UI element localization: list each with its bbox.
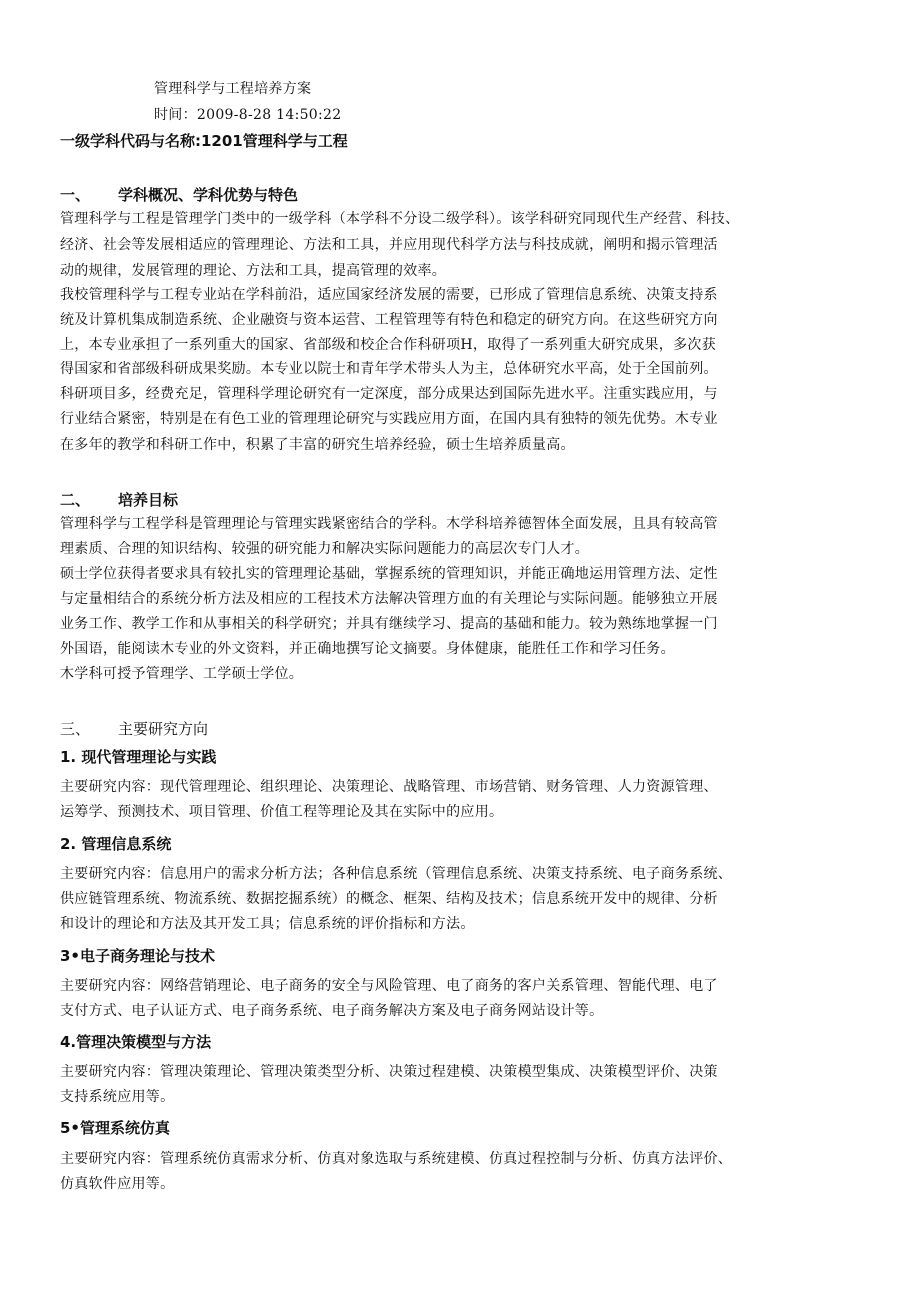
section-1-line: 管理科学与工程是管理学门类中的一级学科（本学科不分设二级学科）。该学科研究同现代生产经营、科技、 [60, 211, 740, 227]
section-1-line: 动的规律，发展管理的理论、方法和工具，提高管理的效率。 [60, 263, 447, 279]
direction-3-line: 主要研究内容：网络营销理论、电子商务的安全与风险管理、电了商务的客户关系管理、智能代理、电了 [60, 978, 718, 994]
direction-3-heading: 3•电子商务理论与技术 [60, 947, 216, 965]
section-3-title: 主要研究方向 [118, 720, 209, 738]
direction-2-line: 主要研究内容：信息用户的需求分析方法；各种信息系统（管理信息系统、决策支持系统、电子商务系统、 [60, 866, 733, 882]
direction-5-line: 仿真软件应用等。 [60, 1176, 175, 1192]
section-1-line: 得国家和省部级科研成果奖励。本专业以院士和青年学术带头人为主，总体研究水平高，处于全国前列。 [60, 361, 718, 377]
section-1-line: 行业结合紧密，特别是在有色工业的管理理论研究与实践应用方面，在国内具有独特的领先优势。木专业 [60, 411, 718, 427]
direction-1-line: 运筹学、预测技术、项目管理、价值工程等理论及其在实际中的应用。 [60, 804, 504, 820]
direction-2-heading: 2. 管理信息系统 [60, 835, 172, 853]
direction-5-line: 主要研究内容：管理系统仿真需求分析、仿真对象选取与系统建模、仿真过程控制与分析、仿真方法评价、 [60, 1151, 733, 1167]
section-2-line: 管理科学与工程学科是管理理论与管理实践紧密结合的学科。木学科培养德智体全面发展，且具有较高管 [60, 516, 718, 532]
section-1-line: 科研项目多，经费充足，管理科学理论研究有一定深度，部分成果达到国际先进水平。注重实践应用，与 [60, 386, 718, 402]
section-2-line: 业务工作、教学工作和从事相关的科学研究；并具有继续学习、提高的基础和能力。较为熟练地掌握一门 [60, 616, 718, 632]
direction-2-line: 供应链管理系统、物流系统、数据挖掘系统）的概念、框架、结构及技术；信息系统开发中的规律、分析 [60, 891, 718, 907]
direction-4-heading: 4.管理决策模型与方法 [60, 1033, 212, 1051]
section-1-line: 统及计算机集成制造系统、企业融资与资本运营、工程管理等有特色和稳定的研究方向。在这些研究方向 [60, 312, 718, 328]
direction-3-line: 支付方式、电子认证方式、电子商务系统、电子商务解决方案及电子商务网站设计等。 [60, 1003, 604, 1019]
section-2-line: 外国语，能阅读木专业的外文资料，并正确地撰写论文摘要。身体健康，能胜任工作和学习任务。 [60, 641, 675, 657]
direction-5-heading: 5•管理系统仿真 [60, 1119, 171, 1137]
section-2-line: 与定量相结合的系统分析方法及相应的工程技术方法解决管理方血的有关理论与实际问题。能够独立开展 [60, 591, 718, 607]
direction-1-heading: 1. 现代管理理论与实践 [60, 748, 217, 766]
discipline-label: 一级学科代码与名称:1201管理科学与工程 [60, 132, 348, 150]
section-1-line: 上，本专业承担了一系列重大的国家、省部级和校企合作科研项H，取得了一系列重大研究成果，多次获 [60, 337, 717, 353]
section-2-line: 硕士学位获得者要求具有较扎实的管理理论基础，掌握系统的管理知识，并能正确地运用管理方法、定性 [60, 566, 718, 582]
direction-2-line: 和设计的理论和方法及其开发工具；信息系统的评价指标和方法。 [60, 916, 475, 932]
section-2-line: 理素质、合理的知识结构、较强的研究能力和解决实际问题能力的高层次专门人才。 [60, 541, 590, 557]
section-1-line: 我校管理科学与工程专业站在学科前沿，适应国家经济发展的需要，已形成了管理信息系统、决策支持系 [60, 287, 718, 303]
section-1-line: 经济、社会等发展相适应的管理理论、方法和工具，并应用现代科学方法与科技成就，阐明和揭示管理活 [60, 237, 718, 253]
direction-4-line: 支持系统应用等。 [60, 1089, 175, 1105]
section-1-line: 在多年的教学和科研工作中，积累了丰富的研究生培养经验，硕士生培养质量高。 [60, 437, 575, 453]
document-title: 管理科学与工程培养方案 [154, 81, 312, 97]
section-1-title: 学科概况、学科优势与特色 [118, 186, 299, 204]
direction-1-line: 主要研究内容：现代管理理论、组织理论、决策理论、战略管理、市场营销、财务管理、人力资源管理、 [60, 779, 718, 795]
section-2-number: 二、 [60, 491, 91, 509]
direction-4-line: 主要研究内容：管理决策理论、管理决策类型分析、决策过程建模、决策模型集成、决策模型评价、决策 [60, 1064, 718, 1080]
section-2-title: 培养目标 [118, 491, 179, 509]
section-3-number: 三、 [60, 720, 91, 738]
section-2-line: 木学科可授予管理学、工学硕士学位。 [60, 666, 304, 682]
document-time: 时间：2009-8-28 14:50:22 [154, 107, 342, 123]
section-1-number: 一、 [60, 186, 91, 204]
